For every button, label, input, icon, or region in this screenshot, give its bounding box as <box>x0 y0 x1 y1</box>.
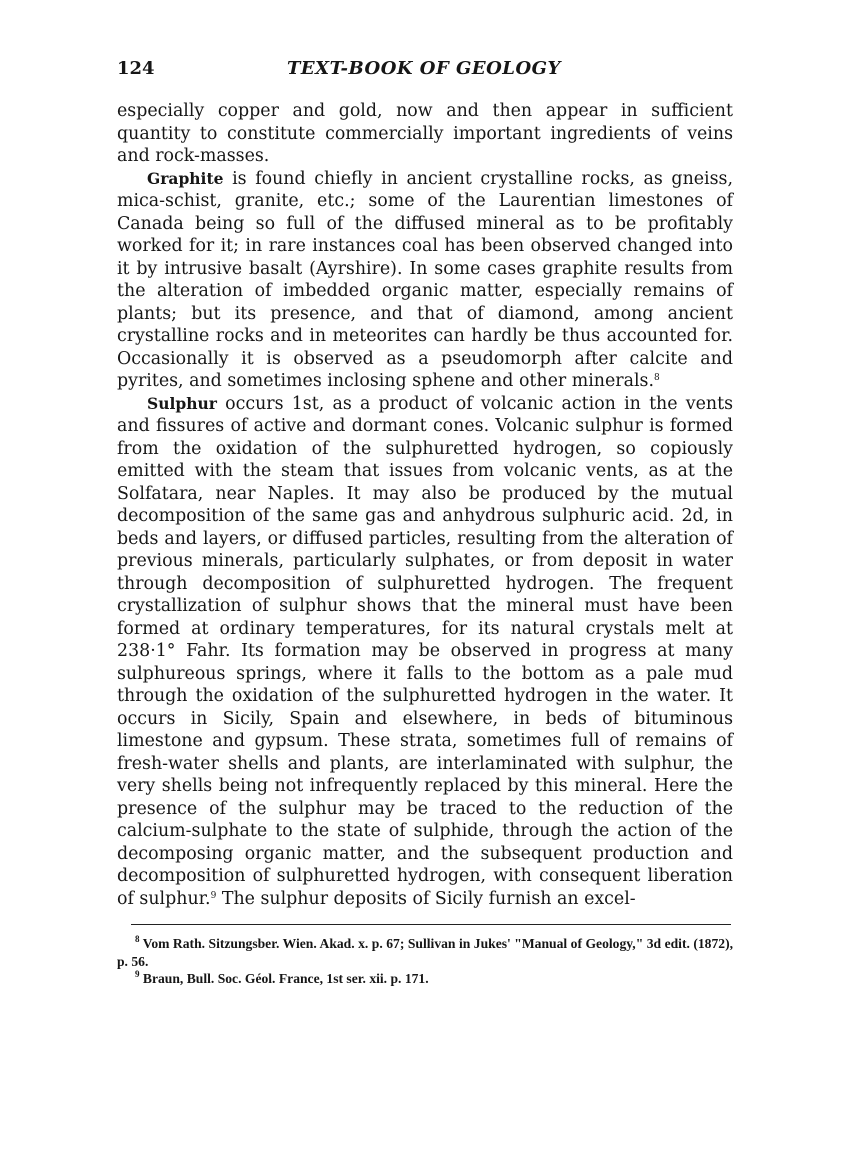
footnote-text: Vom Rath. Sitzungsber. Wien. Akad. x. p. 67; Sullivan in Jukes' "Manual of Geology," 3d edit. (1872), p. 56. <box>117 936 733 969</box>
footnotes <box>117 935 733 988</box>
footnote-mark: 8 <box>135 934 140 944</box>
body-text <box>117 100 733 910</box>
footnote-reference: 9 <box>210 890 217 901</box>
footnote-mark: 9 <box>135 969 140 979</box>
paragraph-text: occurs 1st, as a product of volcanic action in the vents and fissures of active and dormant cones. Volcanic sulphur is formed from the oxidation of the sulphuretted hydrogen, so copiously emitted with the steam that issues from volcanic vents, as at the Solfatara, near Naples. It may also be produced by the mutual decomposition of the same gas and anhydrous sulphuric acid. 2d, in beds and layers, or diffused particles, resulting from the alteration of previous minerals, particularly sulphates, or from deposit in water through decomposition of sulphuretted hydrogen. The frequent crystallization of sulphur shows that the mineral must have been formed at ordinary temperatures, for its natural crystals melt at 238·1° Fahr. Its formation may be observed in progress at many sulphureous springs, where it falls to the bottom as a pale mud through the oxidation of the sulphuretted hydrogen in the water. It occurs in Sicily, Spain and elsewhere, in beds of bituminous limestone and gypsum. These strata, sometimes full of remains of fresh-water shells and plants, are interlaminated with sulphur, the very shells being not infrequently replaced by this mineral. Here the presence of the sulphur may be traced to the reduction of the calcium-sulphate to the state of sulphide, through the action of the decomposing organic matter, and the subsequent production and decomposition of sulphuretted hydrogen, with consequent liberation of sulphur. <box>117 393 733 909</box>
footnote <box>117 970 733 988</box>
running-head <box>117 58 733 88</box>
paragraph-lead-term: Sulphur <box>147 393 217 413</box>
footnote-reference: 8 <box>654 373 660 383</box>
running-title: TEXT-BOOK OF GEOLOGY <box>287 58 561 79</box>
footnote-divider <box>131 924 731 925</box>
paragraph-graphite <box>117 168 733 393</box>
footnote <box>117 935 733 970</box>
paragraph-text-tail: The sulphur deposits of Sicily furnish an excel- <box>216 888 636 909</box>
paragraph-text: especially copper and gold, now and then appear in sufficient quantity to constitute commercially important ingredients of veins and rock-masses. <box>117 101 733 166</box>
footnote-text: Braun, Bull. Soc. Géol. France, 1st ser. xii. p. 171. <box>139 971 429 986</box>
paragraph-text: is found chiefly in ancient crystalline rocks, as gneiss, mica-schist, granite, etc.; some of the Laurentian limestones of Canada being so full of the diffused mineral as to be profitably worked for it; in rare instances coal has been observed changed into it by intrusive basalt (Ayrshire). In some cases graphite results from the alteration of imbedded organic matter, especially remains of plants; but its presence, and that of diamond, among ancient crystalline rocks and in meteorites can hardly be thus accounted for. Occasionally it is observed as a pseudomorph after calcite and pyrites, and sometimes inclosing sphene and other minerals. <box>117 168 733 391</box>
page-number: 124 <box>117 58 155 79</box>
book-page <box>117 58 733 988</box>
paragraph-continuation <box>117 100 733 168</box>
paragraph-sulphur <box>117 393 733 911</box>
paragraph-lead-term: Graphite <box>147 168 224 188</box>
